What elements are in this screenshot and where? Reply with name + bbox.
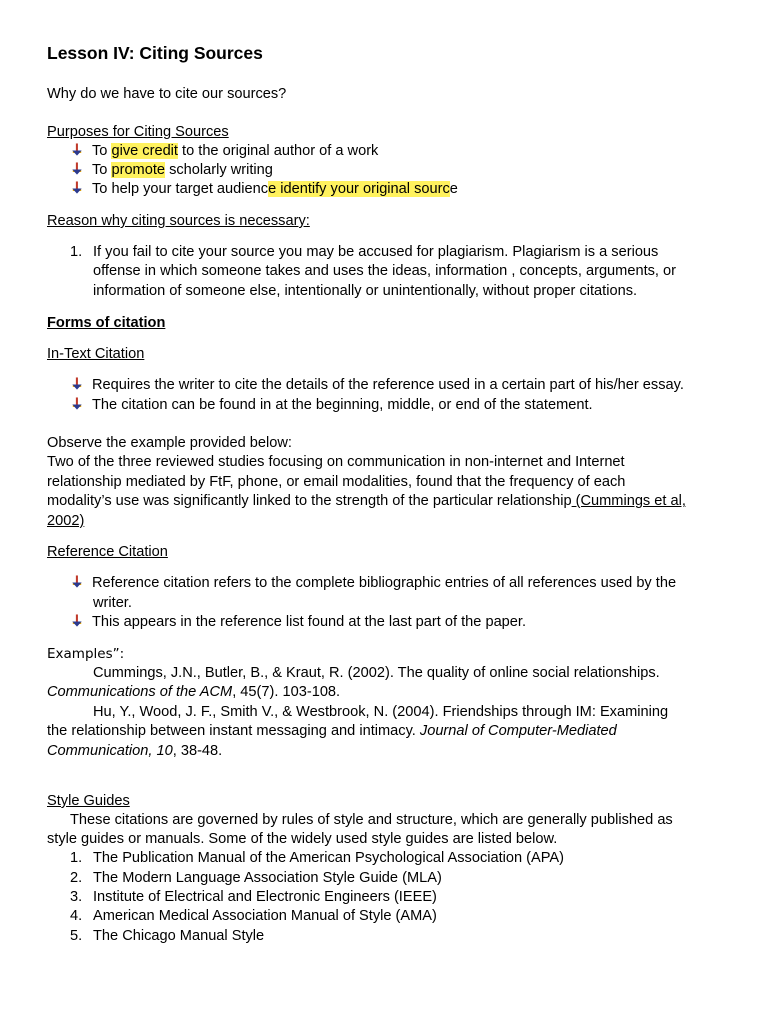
reason-item-1: [70, 243, 658, 263]
purpose-item-1: [70, 142, 378, 162]
style-guides-para-2: style guides or manuals. Some of the widely used style guides are listed below.: [47, 831, 558, 847]
example-line-2: relationship mediated by FtF, phone, or email modalities, found that the frequency of each: [47, 474, 626, 490]
intext-bullet-1: [70, 376, 684, 396]
reference-text: the relationship between instant messaging and intimacy.: [47, 723, 420, 739]
journal-title: Communication, 10: [47, 743, 173, 759]
intext-heading: In-Text Citation: [47, 346, 145, 362]
down-arrow-bullet-icon: [70, 143, 84, 157]
reference-text: , 38-48.: [172, 743, 223, 759]
highlighted-text: e identify your original sourc: [268, 181, 450, 197]
reference-heading: Reference Citation: [47, 544, 168, 560]
reference-entry-1-line-2: [47, 683, 737, 703]
forms-heading: Forms of citation: [47, 315, 166, 331]
down-arrow-bullet-icon: [70, 614, 84, 628]
style-guide-item-5: [70, 927, 264, 947]
reason-text-line-3: information of someone else, intentionally or unintentionally, without proper citations.: [93, 283, 638, 299]
down-arrow-bullet-icon: [70, 377, 84, 391]
bullet-text: This appears in the reference list found at the last part of the paper.: [92, 614, 527, 630]
intext-bullet-2: [70, 396, 593, 416]
purpose-text: to the original author of a work: [177, 143, 379, 159]
style-guides-heading: Style Guides: [47, 793, 130, 809]
purpose-text: e: [449, 181, 458, 197]
list-number: 2.: [70, 870, 83, 886]
style-guide-item-4: [70, 907, 437, 927]
journal-title: Communications of the ACM: [47, 684, 233, 700]
down-arrow-bullet-icon: [70, 575, 84, 589]
reference-text: , 45(7). 103-108.: [232, 684, 341, 700]
list-number: 1.: [70, 244, 83, 260]
purposes-heading: Purposes for Citing Sources: [47, 124, 229, 140]
highlighted-text: give credit: [111, 143, 178, 159]
example-line-3: [47, 492, 737, 512]
purpose-text: To: [92, 162, 112, 178]
purpose-item-3: [70, 180, 458, 200]
in-text-citation-year: 2002): [47, 513, 85, 529]
example-text: modality’s use was significantly linked to the strength of the particular relationship: [47, 493, 572, 509]
style-guide-text: American Medical Association Manual of Style (AMA): [93, 908, 437, 924]
down-arrow-bullet-icon: [70, 162, 84, 176]
list-number: 4.: [70, 908, 83, 924]
journal-title: Journal of Computer-Mediated: [419, 723, 617, 739]
bullet-text: The citation can be found in at the beginning, middle, or end of the statement.: [92, 397, 593, 413]
down-arrow-bullet-icon: [70, 181, 84, 195]
in-text-citation: (Cummings et al,: [571, 493, 686, 509]
list-number: 1.: [70, 850, 83, 866]
examples-label: Examples”:: [47, 646, 125, 662]
list-number: 5.: [70, 928, 83, 944]
style-guide-text: The Publication Manual of the American Psychological Association (APA): [93, 850, 565, 866]
example-line-1: Two of the three reviewed studies focusing on communication in non-internet and Internet: [47, 454, 625, 470]
bullet-text: Requires the writer to cite the details of the reference used in a certain part of his/her essay.: [92, 377, 684, 393]
highlighted-text: promote: [111, 162, 166, 178]
style-guides-para-1: These citations are governed by rules of style and structure, which are generally published as: [70, 812, 673, 828]
reason-heading: Reason why citing sources is necessary:: [47, 213, 310, 229]
reference-entry-2-line-1: Hu, Y., Wood, J. F., Smith V., & Westbrook, N. (2004). Friendships through IM: Examining: [93, 704, 669, 720]
style-guide-item-1: [70, 849, 564, 869]
reference-bullet-1: [70, 574, 676, 594]
reference-entry-2-line-2: [47, 722, 737, 742]
reference-entry-2-line-3: [47, 742, 737, 762]
style-guide-text: Institute of Electrical and Electronic Engineers (IEEE): [93, 889, 437, 905]
page-title: Lesson IV: Citing Sources: [47, 43, 263, 63]
purpose-text: To help your target audienc: [92, 181, 269, 197]
example-intro: Observe the example provided below:: [47, 435, 292, 451]
style-guide-text: The Chicago Manual Style: [93, 928, 265, 944]
down-arrow-bullet-icon: [70, 397, 84, 411]
bullet-text: Reference citation refers to the complete bibliographic entries of all references used by the: [92, 575, 677, 591]
list-number: 3.: [70, 889, 83, 905]
reason-text-line-2: offense in which someone takes and uses the ideas, information , concepts, arguments, or: [93, 263, 677, 279]
reference-bullet-1-cont: writer.: [93, 595, 132, 611]
purpose-text: To: [92, 143, 112, 159]
reference-bullet-2: [70, 613, 526, 633]
purpose-item-2: [70, 161, 273, 181]
reason-text: If you fail to cite your source you may be accused for plagiarism. Plagiarism is a serious: [93, 244, 659, 260]
reference-entry-1-line-1: Cummings, J.N., Butler, B., & Kraut, R. (2002). The quality of online social relationships.: [93, 665, 660, 681]
intro-question: Why do we have to cite our sources?: [47, 86, 287, 102]
style-guide-text: The Modern Language Association Style Guide (MLA): [93, 870, 442, 886]
purpose-text: scholarly writing: [165, 162, 273, 178]
style-guide-item-2: [70, 869, 442, 889]
style-guide-item-3: [70, 888, 437, 908]
